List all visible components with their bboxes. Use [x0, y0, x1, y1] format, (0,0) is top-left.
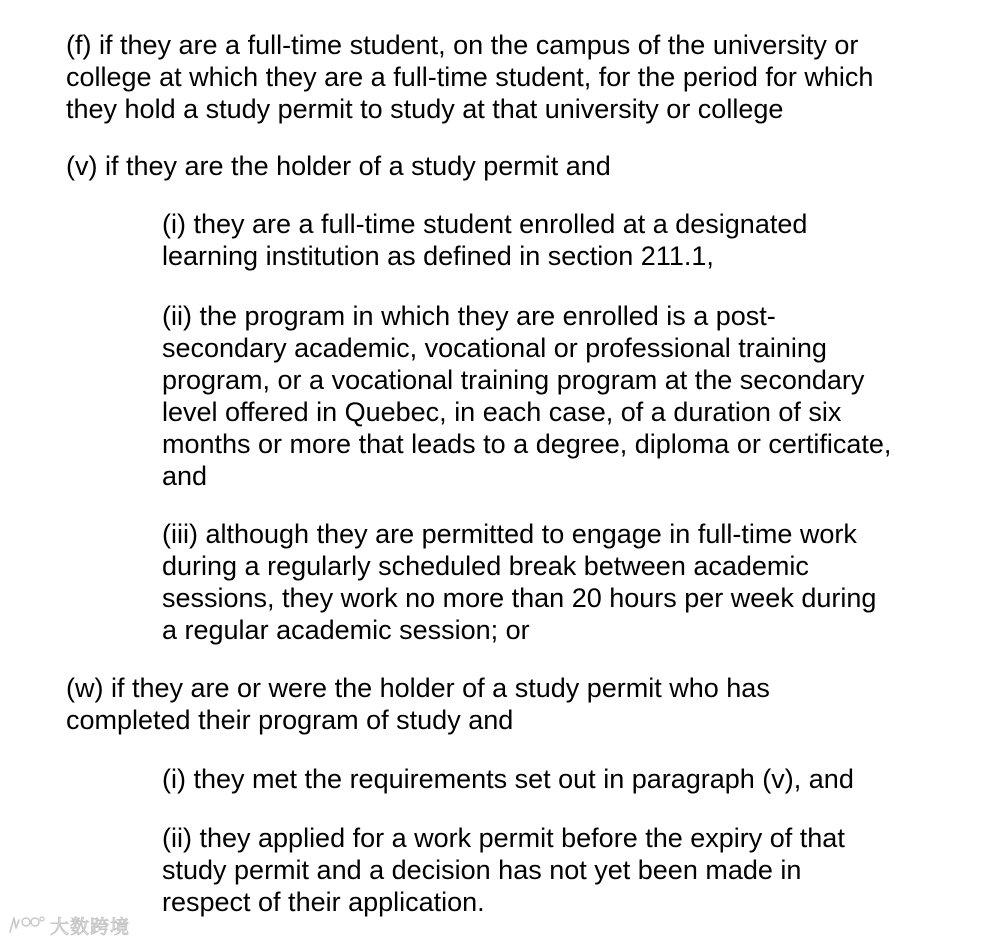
paragraph-f-line: (f) if they are a full-time student, on the campus of the university or [66, 30, 859, 60]
subparagraph-w-ii [162, 822, 845, 918]
paragraph-v [66, 150, 611, 182]
subparagraph-v-ii-line: (ii) the program in which they are enrolled is a post- [162, 301, 776, 331]
subparagraph-v-ii-line: program, or a vocational training program at the secondary [162, 365, 865, 395]
subparagraph-v-i-line: learning institution as defined in section 211.1, [162, 241, 714, 271]
subparagraph-v-iii-line: sessions, they work no more than 20 hours per week during [162, 583, 877, 613]
subparagraph-v-iii [162, 518, 876, 646]
watermark-text: 大数跨境 [50, 915, 131, 938]
subparagraph-v-ii-line: level offered in Quebec, in each case, of a duration of six [162, 397, 842, 427]
paragraph-f-line: college at which they are a full-time student, for the period for which [66, 62, 874, 92]
paragraph-f-line: they hold a study permit to study at that university or college [66, 94, 784, 124]
subparagraph-w-ii-line: respect of their application. [162, 887, 485, 917]
subparagraph-v-ii-line: secondary academic, vocational or professional training [162, 333, 827, 363]
subparagraph-v-iii-line: a regular academic session; or [162, 615, 530, 645]
paragraph-w [66, 672, 770, 736]
subparagraph-v-ii-line: months or more that leads to a degree, diploma or certificate, [162, 429, 892, 459]
watermark-logo-icon [6, 914, 46, 936]
subparagraph-v-i-line: (i) they are a full-time student enrolled at a designated [162, 209, 808, 239]
subparagraph-w-ii-line: (ii) they applied for a work permit before the expiry of that [162, 823, 845, 853]
paragraph-w-line: (w) if they are or were the holder of a study permit who has [66, 673, 770, 703]
paragraph-v-line: (v) if they are the holder of a study permit and [66, 151, 611, 181]
watermark [6, 910, 130, 940]
subparagraph-w-ii-line: study permit and a decision has not yet been made in [162, 855, 802, 885]
paragraph-w-line: completed their program of study and [66, 705, 514, 735]
subparagraph-v-iii-line: (iii) although they are permitted to engage in full-time work [162, 519, 857, 549]
subparagraph-w-i-line: (i) they met the requirements set out in paragraph (v), and [162, 764, 854, 794]
subparagraph-v-i [162, 208, 807, 272]
subparagraph-v-ii [162, 300, 891, 492]
paragraph-f [66, 29, 873, 125]
subparagraph-v-ii-line: and [162, 461, 208, 491]
subparagraph-v-iii-line: during a regularly scheduled break between academic [162, 551, 809, 581]
subparagraph-w-i [162, 763, 854, 795]
